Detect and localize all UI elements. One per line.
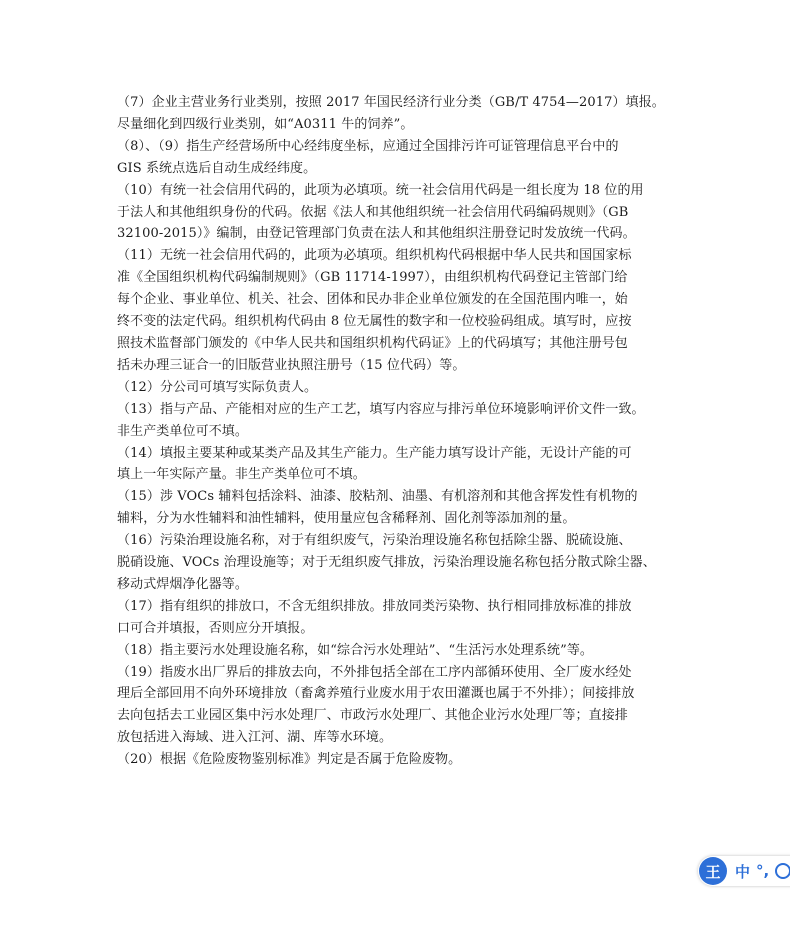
note-line: （12）分公司可填写实际负责人。 [117,379,318,395]
note-line: 每个企业、事业单位、机关、社会、团体和民办非企业单位颁发的在全国范围内唯一，始 [117,292,628,308]
ime-mode-toggle[interactable]: 中 [735,862,751,881]
note-line: 理后全部回用不向外环境排放（畜禽养殖行业废水用于农田灌溉也属于不外排）；间接排放 [117,686,635,702]
note-line: 脱硝设施、VOCs 治理设施等；对于无组织废气排放，污染治理设施名称包括分散式除尘器、 [117,555,656,571]
note-line: 口可合并填报，否则应分开填报。 [117,620,314,636]
note-line: 括未办理三证合一的旧版营业执照注册号（15 位代码）等。 [117,357,466,373]
note-line: （20）根据《危险废物鉴别标准》判定是否属于危险废物。 [117,752,462,768]
ime-punctuation-toggle[interactable]: °, [756,862,770,880]
note-line: 照技术监督部门颁发的《中华人民共和国组织机构代码证》上的代码填写；其他注册号包 [117,335,628,351]
note-line: （19）指废水出厂界后的排放去向，不外排包括全部在工序内部循环使用、全厂废水经处 [117,664,632,680]
emoji-face-icon[interactable] [775,863,790,879]
note-line: 填上一年实际产量。非生产类单位可不填。 [117,467,366,483]
note-line: （16）污染治理设施名称，对于有组织废气，污染治理设施名称包括除尘器、脱硫设施、 [117,533,632,549]
note-line: （13）指与产品、产能相对应的生产工艺，填写内容应与排污单位环境影响评价文件一致。 [117,401,645,417]
note-line: （8）、（9）指生产经营场所中心经纬度坐标，应通过全国排污许可证管理信息平台中的 [117,138,619,154]
notes-body [117,92,677,771]
note-line: （17）指有组织的排放口，不含无组织排放。排放同类污染物、执行相同排放标准的排放 [117,598,632,614]
note-line: （15）涉 VOCs 辅料包括涂料、油漆、胶粘剂、油墨、有机溶剂和其他含挥发性有机物的 [117,489,638,505]
note-line: 放包括进入海域、进入江河、湖、库等水环境。 [117,730,393,746]
note-line: （10）有统一社会信用代码的，此项为必填项。统一社会信用代码是一组长度为 18 位的用 [117,182,644,198]
note-line: 准《全国组织机构代码编制规则》（GB 11714-1997），由组织机构代码登记主管部门给 [117,270,628,286]
note-line: （7）企业主营业务行业类别，按照 2017 年国民经济行业分类（GB/T 4754—2017）填报。 [117,95,665,110]
note-line: 去向包括去工业园区集中污水处理厂、市政污水处理厂、其他企业污水处理厂等；直接排 [117,708,628,724]
note-line: 于法人和其他组织身份的代码。依据《法人和其他组织统一社会信用代码编码规则》（GB [117,204,629,220]
ime-toolbar[interactable] [698,856,790,886]
note-line: 移动式焊烟净化器等。 [117,576,249,592]
note-line: 非生产类单位可不填。 [117,423,249,439]
note-line: （18）指主要污水处理设施名称，如“综合污水处理站”、“生活污水处理系统”等。 [117,642,594,658]
note-line: （11）无统一社会信用代码的，此项为必填项。组织机构代码根据中华人民共和国国家标 [117,248,632,264]
wubi-ime-logo-icon[interactable]: 王 [699,857,727,885]
note-line: 终不变的法定代码。组织机构代码由 8 位无属性的数字和一位校验码组成。填写时，应按 [117,314,632,330]
note-line: 辅料，分为水性辅料和油性辅料，使用量应包含稀释剂、固化剂等添加剂的量。 [117,511,576,527]
note-line: （14）填报主要某种或某类产品及其生产能力。生产能力填写设计产能，无设计产能的可 [117,445,632,461]
note-line: 32100-2015）》编制，由登记管理部门负责在法人和其他组织注册登记时发放统一代码。 [117,226,636,242]
note-line: 尽量细化到四级行业类别，如“A0311 牛的饲养”。 [117,116,414,132]
note-line: GIS 系统点选后自动生成经纬度。 [117,160,317,176]
